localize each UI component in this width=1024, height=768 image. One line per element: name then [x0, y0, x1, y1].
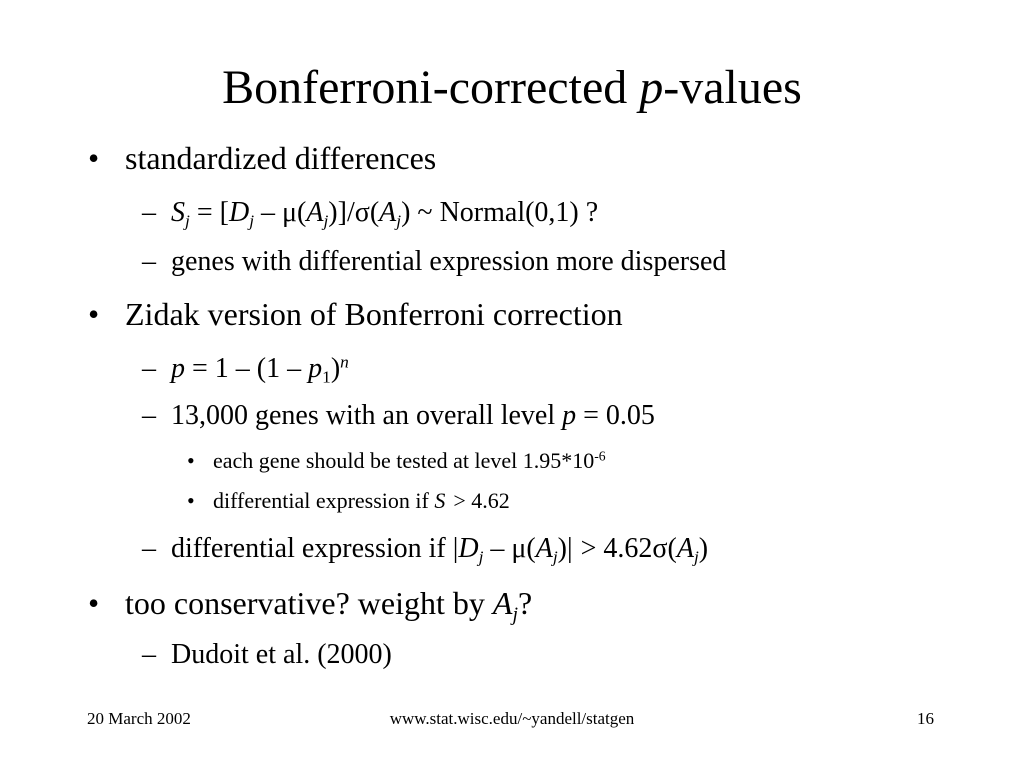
- sup-n: n: [340, 352, 349, 372]
- bullet-2-4-text: [213, 487, 510, 515]
- title-text-2: -values: [663, 61, 802, 114]
- var-p: p: [171, 353, 185, 384]
- title-italic-p: p: [639, 61, 664, 114]
- formula-part: > 4.62σ(: [580, 533, 677, 564]
- var-S: S: [171, 197, 185, 228]
- bullet-2-1-formula: [171, 351, 349, 387]
- sub-j: j: [552, 547, 558, 567]
- bullet-1-marker: •: [88, 140, 100, 176]
- bullet-3-text: [125, 583, 533, 626]
- formula-part: – μ(: [483, 533, 536, 564]
- var-p: p: [308, 353, 323, 384]
- sub-1: 1: [322, 367, 331, 387]
- var-D: D: [458, 533, 479, 564]
- sup-exponent: -6: [594, 448, 606, 464]
- bullet-2-3-text: [213, 447, 606, 475]
- formula-part: = 1 – (1 –: [185, 353, 309, 384]
- text-part: > 4.62: [453, 488, 510, 513]
- bullet-3-1-marker: –: [142, 639, 156, 670]
- var-A: A: [306, 197, 324, 228]
- bullet-2-2-text: [171, 398, 655, 434]
- bullet-2-1-marker: –: [142, 353, 156, 384]
- sub-j: j: [478, 547, 484, 567]
- var-A: A: [535, 533, 553, 564]
- bullet-1-text: standardized differences: [125, 140, 437, 176]
- footer-date: 20 March 2002: [87, 709, 191, 728]
- text-part: differential expression if |: [171, 533, 459, 564]
- var-A: A: [676, 533, 694, 564]
- slide-title: [0, 58, 1024, 118]
- text-part: too conservative? weight by: [125, 585, 493, 621]
- sub-j: j: [512, 603, 518, 626]
- footer-url: www.stat.wisc.edu/~yandell/statgen: [389, 709, 635, 728]
- bullet-2-text: Zidak version of Bonferroni correction: [125, 296, 623, 332]
- sub-j: j: [396, 211, 402, 231]
- bullet-1-1-formula: [171, 195, 598, 231]
- text-part: 13,000 genes with an overall level: [171, 400, 563, 431]
- bullet-2-5-text: [171, 531, 708, 567]
- formula-part: )]/σ(: [328, 197, 380, 228]
- sub-j: j: [249, 211, 255, 231]
- bullet-2-3-marker: •: [187, 448, 195, 473]
- var-A: A: [379, 197, 397, 228]
- footer-page-number: 16: [917, 709, 934, 728]
- bullet-3-1-text: Dudoit et al. (2000): [171, 639, 392, 670]
- bullet-2-4-marker: •: [187, 488, 195, 513]
- bullet-1-2-text: genes with differential expression more dispersed: [171, 246, 727, 277]
- formula-part: )|: [557, 533, 573, 564]
- bullet-1-2-marker: –: [142, 246, 156, 277]
- bullet-3-marker: •: [88, 585, 100, 621]
- bullet-2-marker: •: [88, 296, 100, 332]
- sub-j: j: [185, 211, 190, 231]
- text-part: differential expression if: [213, 488, 435, 513]
- sub-j: j: [323, 211, 329, 231]
- title-text-1: Bonferroni-corrected: [222, 61, 640, 114]
- bullet-2-5-marker: –: [142, 533, 156, 564]
- formula-part: ): [698, 533, 709, 564]
- text-part: = 0.05: [576, 400, 655, 431]
- text-part: ?: [517, 585, 533, 621]
- sub-j: j: [693, 547, 699, 567]
- var-S: S: [434, 488, 446, 513]
- var-A: A: [492, 585, 513, 621]
- bullet-2-2-marker: –: [142, 400, 156, 431]
- formula-part: ): [330, 353, 341, 384]
- bullet-1-1-marker: –: [142, 197, 156, 228]
- text-part: each gene should be tested at level 1.95*10: [213, 448, 595, 473]
- var-p: p: [562, 400, 577, 431]
- var-D: D: [228, 197, 250, 228]
- formula-part: – μ(: [254, 197, 307, 228]
- formula-part: = [: [189, 197, 229, 228]
- formula-part: ) ~ Normal(0,1) ?: [401, 197, 599, 228]
